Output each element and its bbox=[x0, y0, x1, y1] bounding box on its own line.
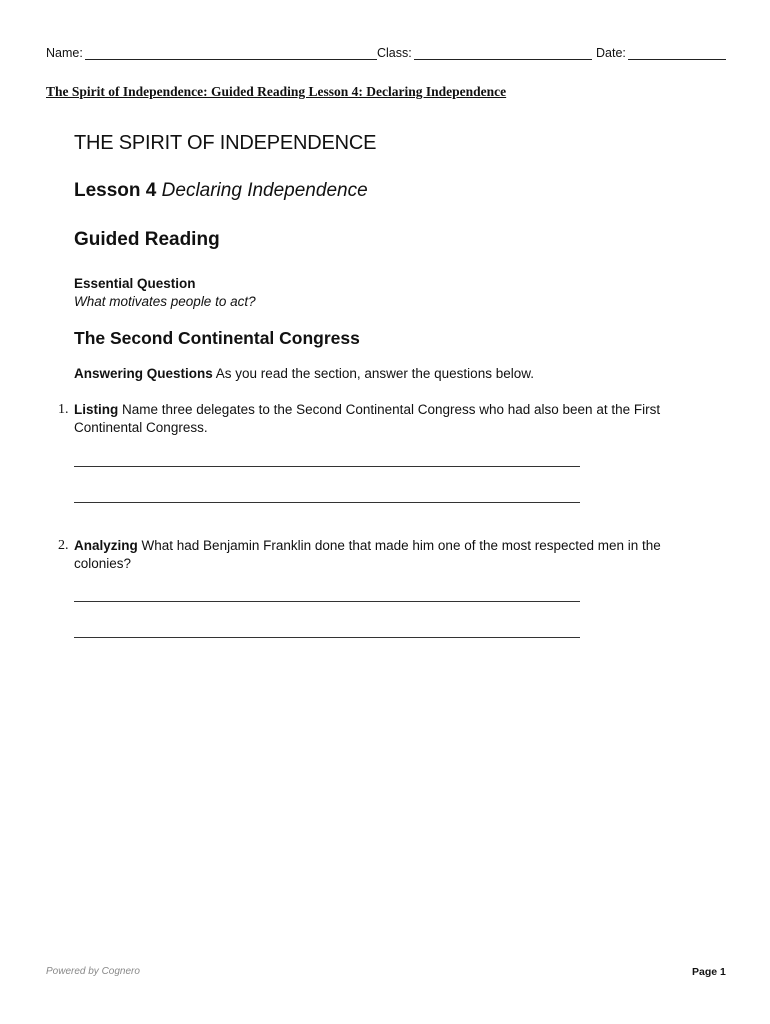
page-number: Page 1 bbox=[692, 966, 726, 978]
powered-by-footer: Powered by Cognero bbox=[46, 966, 140, 977]
answer-line[interactable] bbox=[74, 601, 580, 602]
name-input-line[interactable] bbox=[85, 45, 377, 60]
question-label: Listing bbox=[74, 402, 119, 417]
guided-reading-heading: Guided Reading bbox=[74, 229, 220, 250]
header-row bbox=[46, 45, 726, 63]
lesson-heading bbox=[74, 180, 368, 202]
question-text: Name three delegates to the Second Continental Congress who had also been at the First Continental Congress. bbox=[74, 402, 661, 435]
question-1 bbox=[54, 401, 684, 437]
date-input-line[interactable] bbox=[628, 45, 726, 60]
question-2 bbox=[54, 537, 684, 573]
date-field bbox=[596, 45, 726, 60]
instructions-text: As you read the section, answer the questions below. bbox=[212, 366, 534, 381]
question-number: 2. bbox=[58, 538, 69, 553]
section-title: The Second Continental Congress bbox=[74, 328, 360, 348]
answer-line[interactable] bbox=[74, 466, 580, 467]
date-label: Date: bbox=[596, 46, 626, 60]
name-label: Name: bbox=[46, 46, 83, 60]
lesson-name: Declaring Independence bbox=[161, 180, 368, 201]
class-input-line[interactable] bbox=[414, 45, 592, 60]
instructions-label: Answering Questions bbox=[74, 366, 213, 381]
main-title: THE SPIRIT OF INDEPENDENCE bbox=[74, 132, 377, 154]
question-body bbox=[74, 537, 684, 573]
question-body bbox=[74, 401, 684, 437]
essential-question-label: Essential Question bbox=[74, 276, 196, 291]
question-number: 1. bbox=[58, 402, 69, 417]
question-text: What had Benjamin Franklin done that made him one of the most respected men in the colonies? bbox=[74, 538, 661, 571]
class-label: Class: bbox=[377, 46, 412, 60]
class-field bbox=[377, 45, 592, 60]
instructions bbox=[74, 366, 534, 381]
question-label: Analyzing bbox=[74, 538, 138, 553]
document-title: The Spirit of Independence: Guided Reading Lesson 4: Declaring Independence bbox=[46, 84, 507, 99]
lesson-number: Lesson 4 bbox=[74, 180, 157, 201]
answer-line[interactable] bbox=[74, 502, 580, 503]
essential-question-text: What motivates people to act? bbox=[74, 294, 256, 309]
name-field bbox=[46, 45, 377, 60]
answer-line[interactable] bbox=[74, 637, 580, 638]
